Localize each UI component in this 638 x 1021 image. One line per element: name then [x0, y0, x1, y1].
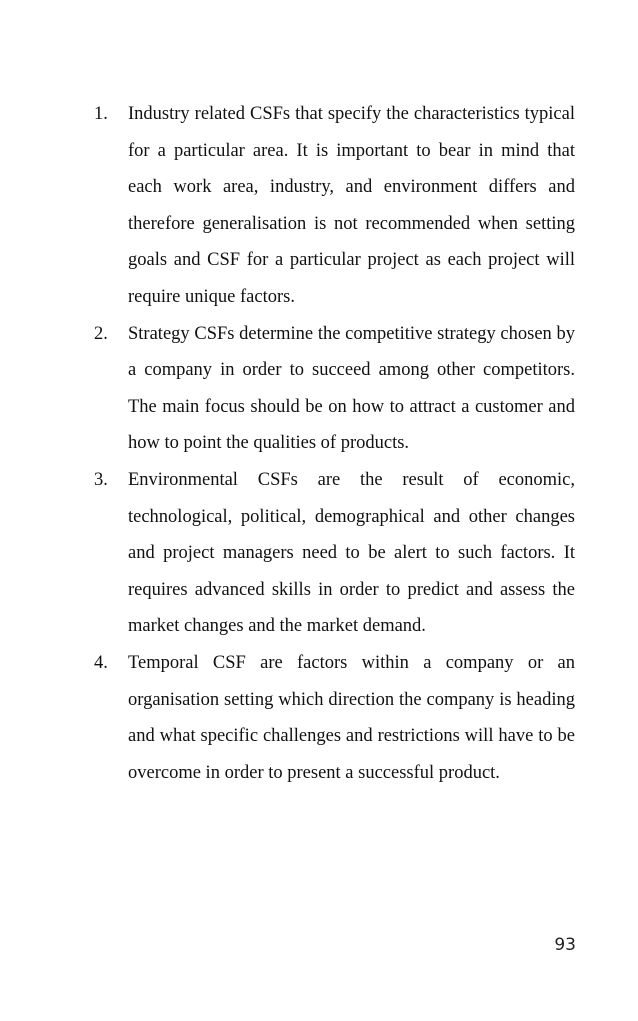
list-item-2	[94, 316, 575, 462]
list-number: 1.	[94, 104, 108, 124]
list-number: 3.	[94, 469, 108, 490]
list-number: 2.	[94, 323, 108, 344]
list-item-1	[94, 96, 575, 316]
list-item-text: Environmental CSFs are the result of economic, technological, political, demographical and other changes and project managers need to be alert to such factors. It requires advanced skills in order to predict and assess the market changes and the market demand.	[128, 469, 575, 637]
list-number: 4.	[94, 652, 108, 673]
page-number: 93	[554, 935, 576, 955]
list-item-text: Industry related CSFs that specify the characteristics typical for a particular area. It is important to bear in mind that each work area, industry, and environment differs and therefore generalisation is not recommended when setting goals and CSF for a particular project as each project will require unique factors.	[128, 104, 575, 307]
list-item-4	[94, 645, 575, 791]
list-item-text: Strategy CSFs determine the competitive strategy chosen by a company in order to succeed among other competitors. The main focus should be on how to attract a customer and how to point the qualities of products.	[128, 323, 575, 454]
csf-list	[94, 96, 575, 791]
list-item-3	[94, 462, 575, 645]
list-item-text: Temporal CSF are factors within a company or an organisation setting which direction the company is heading and what specific challenges and restrictions will have to be overcome in order to present a successful product.	[128, 652, 575, 783]
